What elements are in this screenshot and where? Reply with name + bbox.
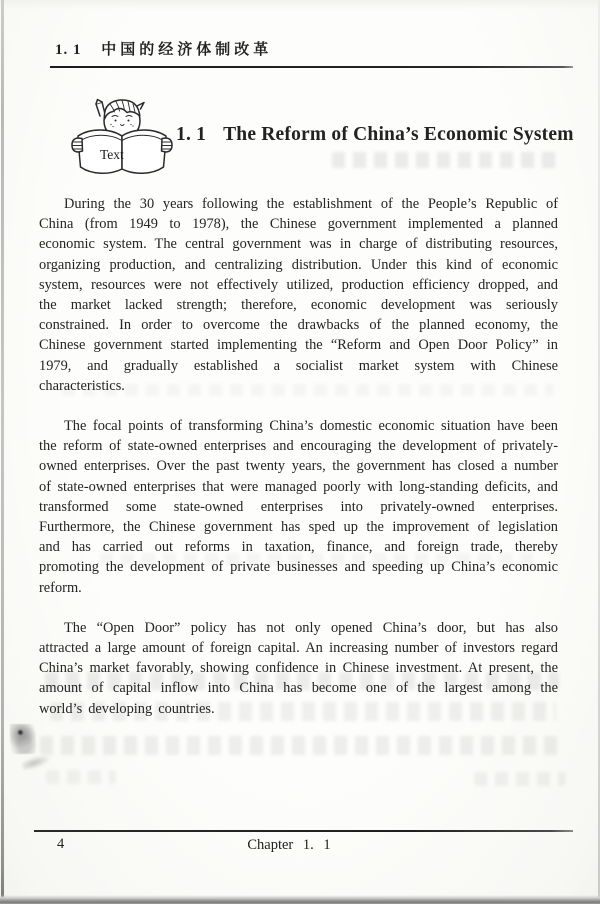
page-edge-top [0,0,600,10]
bleed-through-row [50,702,556,721]
pencil-icon [96,102,105,116]
child-right-hand [162,138,173,152]
footer-rule [34,830,573,832]
bleed-through-row [100,553,538,565]
header-rule [50,66,573,68]
bleed-through-row [474,772,566,786]
paragraph-1: During the 30 years following the establishment of the People’s Republic of China (from 1949 to 1978), the Chinese government implemented a planned economic system. The central government was in charge of distributing resources, organizing production, and centralizing distribution. Under this kind of economic system, resources were not effectively utilized, production efficiency dropped, and the market lacked strength; therefore, economic development was seriously constrained. In order to overcome the drawbacks of the planned economy, the Chinese government started implementing the “Reform and Open Door Policy” in 1979, and gradually established a socialist market system with Chinese characteristics. [39,196,558,394]
bleed-through-row [46,770,116,784]
bleed-through-row [40,736,560,755]
chapter-label: Chapter 1. 1 [247,837,331,853]
page-header [55,38,272,59]
bleed-through-row [45,672,559,690]
section-title-text: The Reform of China’s Economic System [223,124,574,145]
section-title-number: 1. 1 [176,124,207,145]
paragraph-2: The focal points of transforming China’s domestic economic situation have been the reform of state-owned enterprises and encouraging the development of privately-owned enterprises. Over the past twenty years, the government has closed a number of state-owned enterprises that were managed poorly with long-standing deficits, and transformed some state-owned enterprises into privately-owned enterprises. Furthermore, the Chinese government has sped up the improvement of legislation and has carried out reforms in taxation, finance, and foreign trade, thereby promoting the development of private businesses and speeding up China’s economic reform. [39,418,558,596]
page-edge-bottom [0,895,600,904]
bleed-through-row [62,384,554,396]
body-text [39,194,558,739]
page-edge-left [1,0,4,904]
book-right-page [122,130,166,173]
reading-child-icon [69,96,175,178]
child-left-hand [72,138,83,152]
icon-book-label: Text [100,147,124,162]
bleed-through-row [332,152,558,168]
header-section-number: 1. 1 [55,42,82,58]
header-section-title-zh: 中国的经济体制改革 [101,42,273,58]
page-number: 4 [57,836,65,852]
section-title [176,124,574,146]
scan-smudge [10,724,36,754]
paragraph-3: The “Open Door” policy has not only opened China’s door, but has also attracted a large amount of foreign capital. An increasing number of investors regard China’s market favorably, showing confidence in Chinese investment. At present, the amount of capital inflow into China has become one of the largest among the world’s developing countries. [39,619,558,717]
